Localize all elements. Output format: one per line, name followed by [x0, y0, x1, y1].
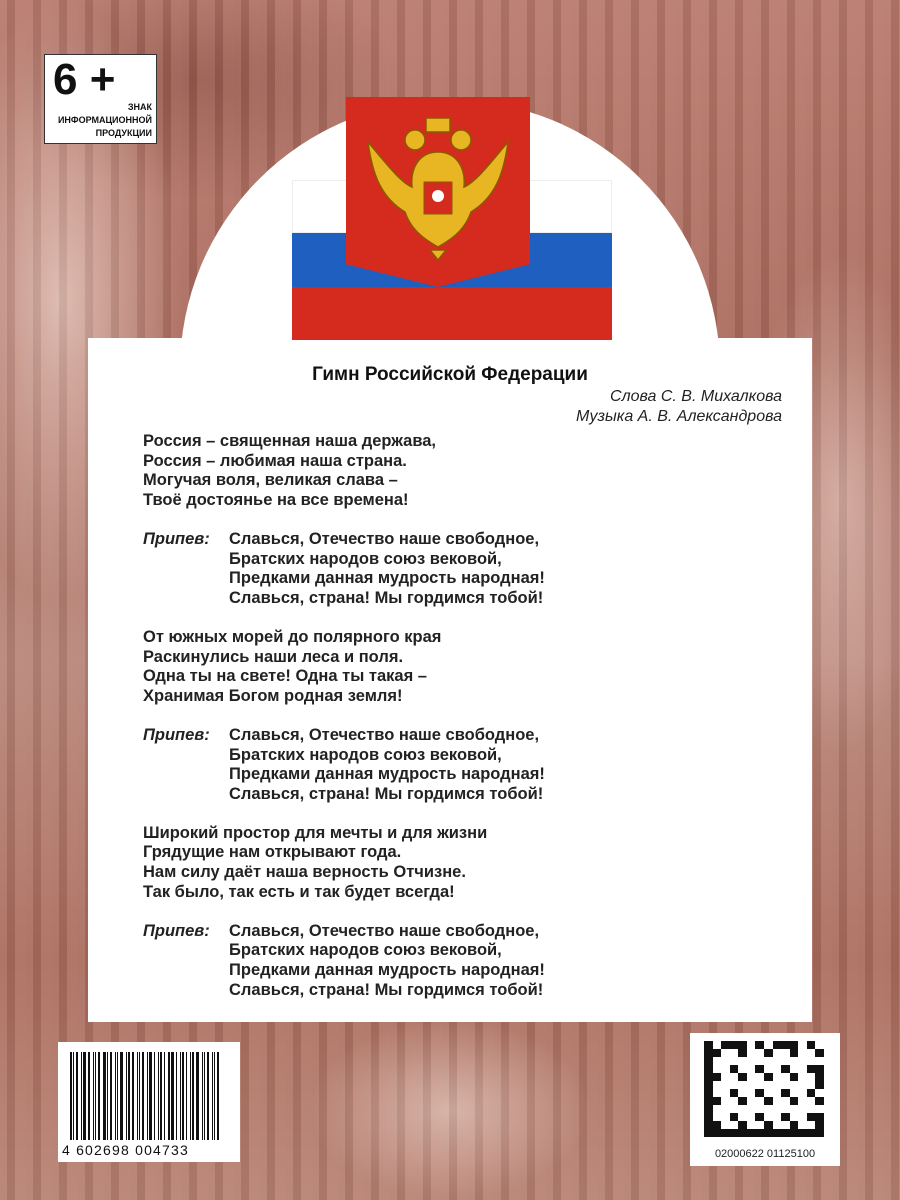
datamatrix-cell — [798, 1057, 807, 1065]
barcode-bar — [103, 1052, 106, 1140]
datamatrix-cell — [764, 1057, 773, 1065]
barcode-bar — [137, 1052, 138, 1140]
datamatrix-cell — [721, 1049, 730, 1057]
datamatrix-cell — [807, 1073, 816, 1081]
barcode-bars — [70, 1052, 230, 1140]
datamatrix-cell — [747, 1097, 756, 1105]
datamatrix-cell — [738, 1129, 747, 1137]
datamatrix-cell — [730, 1065, 739, 1073]
datamatrix-cell — [773, 1073, 782, 1081]
datamatrix-cell — [704, 1105, 713, 1113]
datamatrix-cell — [738, 1089, 747, 1097]
datamatrix-cell — [815, 1081, 824, 1089]
datamatrix-cell — [721, 1081, 730, 1089]
datamatrix-cell — [704, 1129, 713, 1137]
datamatrix-cell — [790, 1089, 799, 1097]
datamatrix-cell — [773, 1121, 782, 1129]
datamatrix-cell — [713, 1129, 722, 1137]
datamatrix-cell — [781, 1065, 790, 1073]
datamatrix-cell — [713, 1065, 722, 1073]
lyric-line: Могучая воля, великая слава – — [143, 471, 398, 490]
chorus-label: Припев: — [143, 921, 210, 940]
datamatrix-cell — [755, 1041, 764, 1049]
datamatrix-cell — [773, 1113, 782, 1121]
datamatrix-cell — [807, 1129, 816, 1137]
datamatrix-cell — [764, 1129, 773, 1137]
anthem-lyrics — [143, 432, 545, 1020]
lyric-line: Грядущие нам открывают года. — [143, 843, 402, 862]
lyric-line: Россия – священная наша держава, — [143, 432, 437, 450]
barcode-bar — [139, 1052, 140, 1140]
datamatrix-cell — [721, 1041, 730, 1049]
datamatrix-cell — [713, 1105, 722, 1113]
datamatrix-cell — [798, 1041, 807, 1049]
datamatrix-cell — [781, 1081, 790, 1089]
chorus — [143, 530, 545, 608]
lyric-line: Хранимая Богом родная земля! — [143, 686, 403, 705]
datamatrix-cell — [773, 1049, 782, 1057]
datamatrix-cell — [738, 1121, 747, 1129]
lyric-line: Славься, страна! Мы гордимся тобой! — [229, 980, 544, 999]
datamatrix-cell — [730, 1121, 739, 1129]
datamatrix-cell — [738, 1105, 747, 1113]
datamatrix-cell — [755, 1129, 764, 1137]
barcode-bar — [154, 1052, 155, 1140]
datamatrix-cell — [730, 1049, 739, 1057]
datamatrix-cell — [815, 1121, 824, 1129]
datamatrix-cell — [713, 1057, 722, 1065]
barcode-bar — [142, 1052, 144, 1140]
datamatrix-cell — [755, 1105, 764, 1113]
datamatrix-cell — [764, 1065, 773, 1073]
datamatrix-cell — [747, 1129, 756, 1137]
datamatrix-cell — [798, 1049, 807, 1057]
barcode-bar — [147, 1052, 148, 1140]
datamatrix-cell — [798, 1089, 807, 1097]
datamatrix-cell — [815, 1129, 824, 1137]
datamatrix-cell — [713, 1121, 722, 1129]
barcode-bar — [70, 1052, 72, 1140]
datamatrix-cell — [747, 1081, 756, 1089]
datamatrix-cell — [781, 1121, 790, 1129]
datamatrix-cell — [721, 1121, 730, 1129]
datamatrix-cell — [747, 1041, 756, 1049]
barcode-bar — [217, 1052, 219, 1140]
datamatrix-cell — [730, 1113, 739, 1121]
datamatrix-cell — [790, 1129, 799, 1137]
datamatrix-cell — [755, 1097, 764, 1105]
barcode-bar — [73, 1052, 74, 1140]
barcode-bar — [171, 1052, 174, 1140]
datamatrix-cell — [798, 1113, 807, 1121]
barcode-bar — [192, 1052, 194, 1140]
barcode-bar — [117, 1052, 118, 1140]
datamatrix-cell — [764, 1105, 773, 1113]
lyric-line: Братских народов союз вековой, — [229, 745, 502, 764]
datamatrix-cell — [815, 1105, 824, 1113]
datamatrix-cell — [738, 1113, 747, 1121]
barcode-bar — [93, 1052, 94, 1140]
barcode-bar — [202, 1052, 203, 1140]
datamatrix-cell — [721, 1089, 730, 1097]
datamatrix-cell — [807, 1097, 816, 1105]
lyric-line: Братских народов союз вековой, — [229, 549, 502, 568]
chorus — [143, 922, 545, 1000]
barcode-bar — [88, 1052, 90, 1140]
datamatrix-cell — [764, 1081, 773, 1089]
barcode-bar — [180, 1052, 181, 1140]
barcode-bar — [190, 1052, 191, 1140]
barcode-bar — [212, 1052, 213, 1140]
datamatrix-cell — [747, 1073, 756, 1081]
datamatrix-cell — [807, 1041, 816, 1049]
datamatrix-cell — [815, 1097, 824, 1105]
barcode-bar — [126, 1052, 127, 1140]
datamatrix-cell — [807, 1065, 816, 1073]
datamatrix-cell — [807, 1089, 816, 1097]
barcode-bar — [158, 1052, 159, 1140]
datamatrix-cell — [773, 1105, 782, 1113]
age-rating-badge — [44, 54, 157, 144]
datamatrix-cell — [798, 1105, 807, 1113]
lyric-line: Нам силу даёт наша верность Отчизне. — [143, 863, 466, 882]
datamatrix-cell — [815, 1089, 824, 1097]
datamatrix-cell — [764, 1049, 773, 1057]
datamatrix-cell — [807, 1121, 816, 1129]
barcode-bar — [95, 1052, 96, 1140]
barcode-bar — [160, 1052, 162, 1140]
words-credit: Слова С. В. Михалкова — [610, 388, 782, 405]
lyric-line: Одна ты на свете! Одна ты такая – — [143, 667, 427, 686]
datamatrix-cell — [704, 1113, 713, 1121]
barcode-bar — [76, 1052, 78, 1140]
datamatrix-cell — [807, 1113, 816, 1121]
lyric-line: Твоё достоянье на все времена! — [143, 490, 409, 509]
datamatrix-cell — [790, 1105, 799, 1113]
lyric-line: Предками данная мудрость народная! — [229, 765, 545, 784]
datamatrix-cell — [781, 1097, 790, 1105]
datamatrix-cell — [755, 1113, 764, 1121]
datamatrix-cell — [790, 1081, 799, 1089]
datamatrix-cell — [807, 1081, 816, 1089]
barcode-bar — [120, 1052, 123, 1140]
barcode-bar — [214, 1052, 215, 1140]
datamatrix-cell — [721, 1057, 730, 1065]
datamatrix-cell — [704, 1041, 713, 1049]
datamatrix-cell — [790, 1057, 799, 1065]
barcode-bar — [168, 1052, 170, 1140]
chorus-label: Припев: — [143, 725, 210, 744]
datamatrix-cell — [721, 1113, 730, 1121]
datamatrix-cell — [773, 1081, 782, 1089]
barcode-bar — [128, 1052, 130, 1140]
datamatrix-cell — [755, 1081, 764, 1089]
datamatrix-cell — [815, 1057, 824, 1065]
double-headed-eagle-icon — [360, 112, 516, 262]
datamatrix-cell — [815, 1113, 824, 1121]
datamatrix-cell — [764, 1089, 773, 1097]
datamatrix-cell — [755, 1057, 764, 1065]
barcode-number: 4 602698 004733 — [62, 1142, 189, 1158]
lyric-line: Так было, так есть и так будет всегда! — [143, 882, 455, 901]
datamatrix-cell — [781, 1089, 790, 1097]
lyric-line: Славься, Отечество наше свободное, — [229, 529, 540, 548]
lyric-line: Широкий простор для мечты и для жизни — [143, 823, 488, 842]
barcode-bar — [98, 1052, 100, 1140]
datamatrix-cell — [713, 1041, 722, 1049]
barcode-bar — [164, 1052, 165, 1140]
datamatrix-cell — [721, 1073, 730, 1081]
datamatrix-cell — [755, 1121, 764, 1129]
datamatrix-cell — [704, 1073, 713, 1081]
barcode-bar — [81, 1052, 82, 1140]
datamatrix-cell — [764, 1097, 773, 1105]
datamatrix-cell — [773, 1041, 782, 1049]
lyric-line: Славься, страна! Мы гордимся тобой! — [229, 588, 544, 607]
lyric-line: Славься, Отечество наше свободное, — [229, 725, 540, 744]
datamatrix-cell — [764, 1121, 773, 1129]
datamatrix-cell — [730, 1097, 739, 1105]
datamatrix-cell — [730, 1105, 739, 1113]
datamatrix-cell — [755, 1049, 764, 1057]
datamatrix-cell — [773, 1057, 782, 1065]
age-rating-caption: ЗНАК ИНФОРМАЦИОННОЙ ПРОДУКЦИИ — [57, 102, 152, 138]
age-rating-value: 6 + — [53, 55, 116, 104]
datamatrix-cell — [747, 1065, 756, 1073]
barcode-bar — [107, 1052, 108, 1140]
lyric-line: Братских народов союз вековой, — [229, 941, 502, 960]
lyric-line: Славься, страна! Мы гордимся тобой! — [229, 784, 544, 803]
barcode-bar — [132, 1052, 134, 1140]
datamatrix-cell — [798, 1065, 807, 1073]
lyric-line: Славься, Отечество наше свободное, — [229, 921, 540, 940]
datamatrix-cell — [730, 1081, 739, 1089]
datamatrix-cell — [807, 1049, 816, 1057]
datamatrix-cell — [704, 1057, 713, 1065]
datamatrix-cell — [730, 1129, 739, 1137]
datamatrix-cell — [764, 1073, 773, 1081]
datamatrix-cell — [764, 1041, 773, 1049]
datamatrix-cell — [713, 1081, 722, 1089]
datamatrix-cell — [713, 1113, 722, 1121]
datamatrix-cell — [790, 1041, 799, 1049]
datamatrix-cell — [781, 1129, 790, 1137]
datamatrix-cell — [747, 1105, 756, 1113]
lyric-line: Предками данная мудрость народная! — [229, 569, 545, 588]
datamatrix-cell — [798, 1081, 807, 1089]
datamatrix-cell — [704, 1081, 713, 1089]
datamatrix-cell — [790, 1049, 799, 1057]
datamatrix-cell — [704, 1065, 713, 1073]
datamatrix-cell — [790, 1121, 799, 1129]
datamatrix-cell — [704, 1121, 713, 1129]
chorus-label: Припев: — [143, 529, 210, 548]
datamatrix-cell — [773, 1097, 782, 1105]
datamatrix-cell — [755, 1089, 764, 1097]
datamatrix-cell — [721, 1097, 730, 1105]
barcode-bar — [186, 1052, 187, 1140]
datamatrix-cell — [764, 1113, 773, 1121]
datamatrix-cell — [798, 1129, 807, 1137]
datamatrix-cell — [730, 1057, 739, 1065]
lyric-line: Раскинулись наши леса и поля. — [143, 647, 404, 666]
datamatrix-cell — [747, 1121, 756, 1129]
anthem-title: Гимн Российской Федерации — [312, 364, 588, 385]
datamatrix-cell — [738, 1041, 747, 1049]
barcode-bar — [207, 1052, 209, 1140]
barcode-bar — [83, 1052, 86, 1140]
datamatrix-cell — [798, 1121, 807, 1129]
datamatrix-cell — [815, 1041, 824, 1049]
datamatrix-pattern — [704, 1041, 824, 1137]
datamatrix-cell — [790, 1113, 799, 1121]
datamatrix-cell — [807, 1057, 816, 1065]
datamatrix-cell — [773, 1065, 782, 1073]
lyric-line: Предками данная мудрость народная! — [229, 961, 545, 980]
verse — [143, 824, 545, 902]
datamatrix-cell — [781, 1105, 790, 1113]
ean-barcode — [58, 1042, 240, 1162]
datamatrix-cell — [713, 1049, 722, 1057]
datamatrix-cell — [815, 1049, 824, 1057]
chorus — [143, 726, 545, 804]
datamatrix-cell — [781, 1073, 790, 1081]
datamatrix-cell — [790, 1097, 799, 1105]
barcode-bar — [115, 1052, 116, 1140]
datamatrix-cell — [781, 1049, 790, 1057]
datamatrix-cell — [747, 1089, 756, 1097]
datamatrix-cell — [738, 1073, 747, 1081]
barcode-bar — [204, 1052, 205, 1140]
datamatrix-cell — [730, 1073, 739, 1081]
datamatrix-cell — [738, 1049, 747, 1057]
datamatrix-cell — [790, 1065, 799, 1073]
datamatrix-number: 02000622 01125100 — [714, 1148, 816, 1160]
barcode-bar — [182, 1052, 184, 1140]
datamatrix-cell — [704, 1097, 713, 1105]
datamatrix-cell — [781, 1113, 790, 1121]
barcode-bar — [149, 1052, 152, 1140]
datamatrix-cell — [713, 1097, 722, 1105]
datamatrix-cell — [704, 1049, 713, 1057]
datamatrix-cell — [773, 1129, 782, 1137]
datamatrix-cell — [807, 1105, 816, 1113]
verse — [143, 432, 545, 510]
datamatrix-cell — [738, 1081, 747, 1089]
datamatrix-cell — [747, 1113, 756, 1121]
datamatrix-cell — [713, 1073, 722, 1081]
lyric-line: От южных морей до полярного края — [143, 627, 442, 646]
datamatrix-cell — [738, 1065, 747, 1073]
datamatrix-cell — [790, 1073, 799, 1081]
datamatrix-cell — [738, 1057, 747, 1065]
datamatrix-cell — [781, 1041, 790, 1049]
datamatrix-code — [690, 1033, 840, 1166]
barcode-bar — [176, 1052, 177, 1140]
datamatrix-cell — [781, 1057, 790, 1065]
datamatrix-cell — [815, 1065, 824, 1073]
datamatrix-cell — [730, 1089, 739, 1097]
datamatrix-cell — [713, 1089, 722, 1097]
datamatrix-cell — [773, 1089, 782, 1097]
music-credit: Музыка А. В. Александрова — [576, 408, 782, 425]
datamatrix-cell — [704, 1089, 713, 1097]
datamatrix-cell — [747, 1049, 756, 1057]
datamatrix-cell — [721, 1065, 730, 1073]
datamatrix-cell — [798, 1097, 807, 1105]
datamatrix-cell — [755, 1065, 764, 1073]
datamatrix-cell — [721, 1129, 730, 1137]
barcode-bar — [110, 1052, 112, 1140]
datamatrix-cell — [798, 1073, 807, 1081]
datamatrix-cell — [815, 1073, 824, 1081]
lyric-line: Россия – любимая наша страна. — [143, 451, 407, 470]
datamatrix-cell — [755, 1073, 764, 1081]
datamatrix-cell — [721, 1105, 730, 1113]
datamatrix-cell — [747, 1057, 756, 1065]
datamatrix-cell — [738, 1097, 747, 1105]
barcode-bar — [196, 1052, 199, 1140]
verse — [143, 628, 545, 706]
datamatrix-cell — [730, 1041, 739, 1049]
